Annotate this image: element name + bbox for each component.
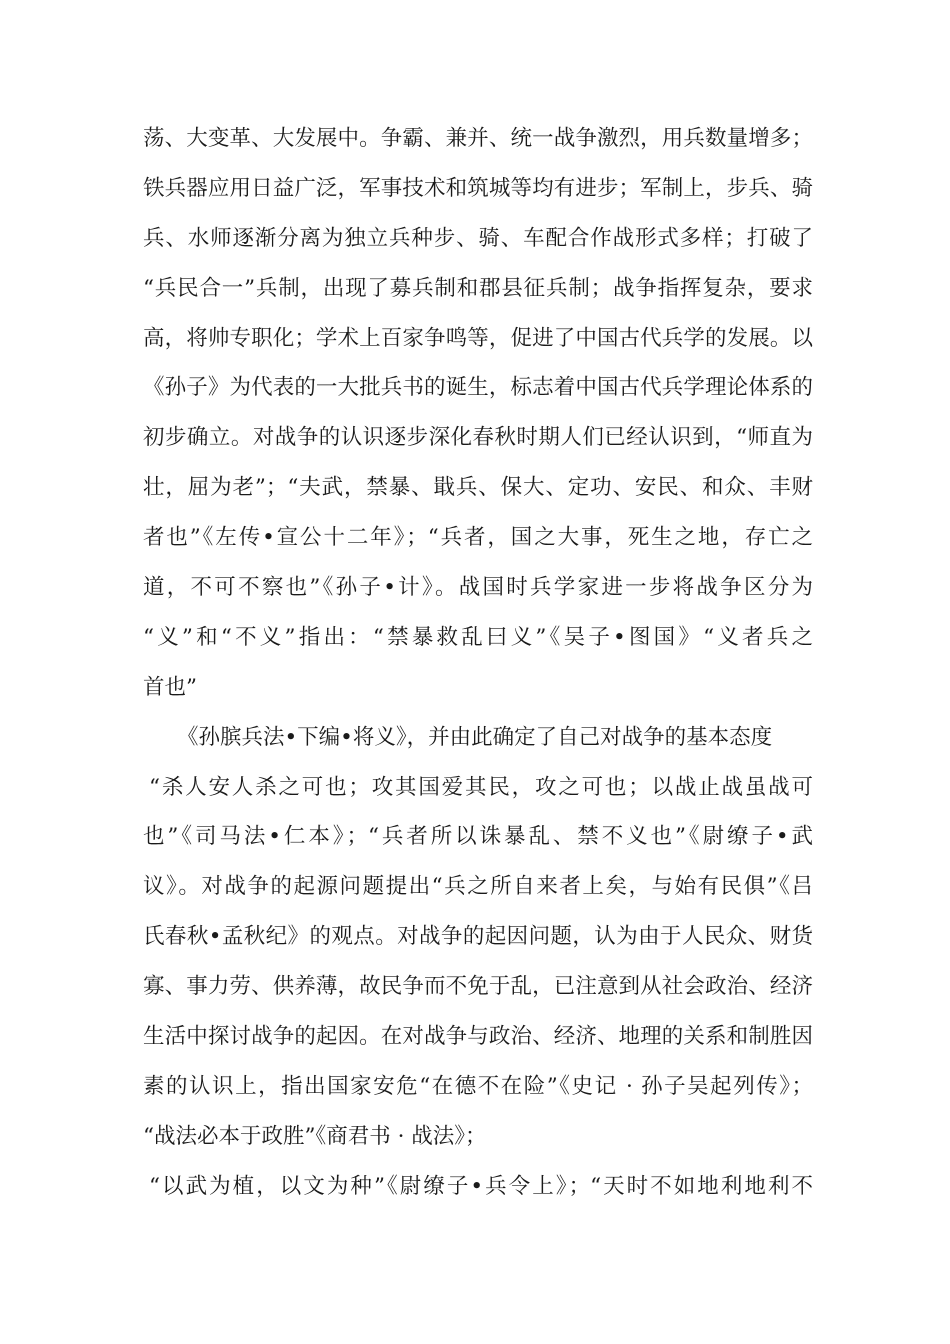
- text-line: 者也”《左传•宣公十二年》；“兵者，国之大事，死生之地，存亡之: [143, 525, 813, 551]
- text-line: “战法必本于政胜”《商君书 · 战法》；: [143, 1123, 487, 1149]
- text-line: 铁兵器应用日益广泛，军事技术和筑城等均有进步；军制上，步兵、骑: [143, 175, 813, 201]
- text-line-indented: 《孙膑兵法•下编•将义》，并由此确定了自己对战争的基本态度: [177, 724, 773, 750]
- text-line: 高，将帅专职化；学术上百家争鸣等，促进了中国古代兵学的发展。以: [143, 325, 813, 351]
- text-line: “兵民合一”兵制，出现了募兵制和郡县征兵制；战争指挥复杂，要求: [143, 275, 813, 301]
- text-line: 初步确立。对战争的认识逐步深化春秋时期人们已经认识到，“师直为: [143, 425, 813, 451]
- text-line: 《孙子》为代表的一大批兵书的诞生，标志着中国古代兵学理论体系的: [143, 375, 813, 401]
- text-line: 首也”: [143, 674, 197, 700]
- text-line: 兵、水师逐渐分离为独立兵种步、骑、车配合作战形式多样；打破了: [143, 225, 813, 251]
- text-line: 道，不可不察也”《孙子•计》。战国时兵学家进一步将战争区分为: [143, 575, 813, 601]
- text-line: 氏春秋•孟秋纪》的观点。对战争的起因问题，认为由于人民众、财货: [143, 924, 813, 950]
- text-line: “杀人安人杀之可也；攻其国爱其民，攻之可也；以战止战虽战可: [149, 774, 813, 800]
- document-body: [143, 123, 813, 1221]
- text-line: 寡、事力劳、供养薄，故民争而不免于乱，已注意到从社会政治、经济: [143, 974, 813, 1000]
- text-line: 生活中探讨战争的起因。在对战争与政治、经济、地理的关系和制胜因: [143, 1024, 813, 1050]
- text-line: 荡、大变革、大发展中。争霸、兼并、统一战争激烈，用兵数量增多；: [143, 126, 813, 151]
- text-line: 壮，屈为老”；“夫武，禁暴、戢兵、保大、定功、安民、和众、丰财: [143, 475, 813, 501]
- text-line: 议》。对战争的起源问题提出“兵之所自来者上矣，与始有民俱”《吕: [143, 874, 813, 900]
- text-line: “义”和“不义”指出：“禁暴救乱曰义”《吴子•图国》“义者兵之: [143, 624, 813, 650]
- text-line: “以武为植，以文为种”《尉缭子•兵令上》；“天时不如地利地利不: [149, 1173, 813, 1199]
- text-line: 也”《司马法•仁本》；“兵者所以诛暴乱、禁不义也”《尉缭子•武: [143, 824, 813, 850]
- text-line: 素的认识上，指出国家安危“在德不在险”《史记 · 孙子吴起列传》；: [143, 1073, 813, 1099]
